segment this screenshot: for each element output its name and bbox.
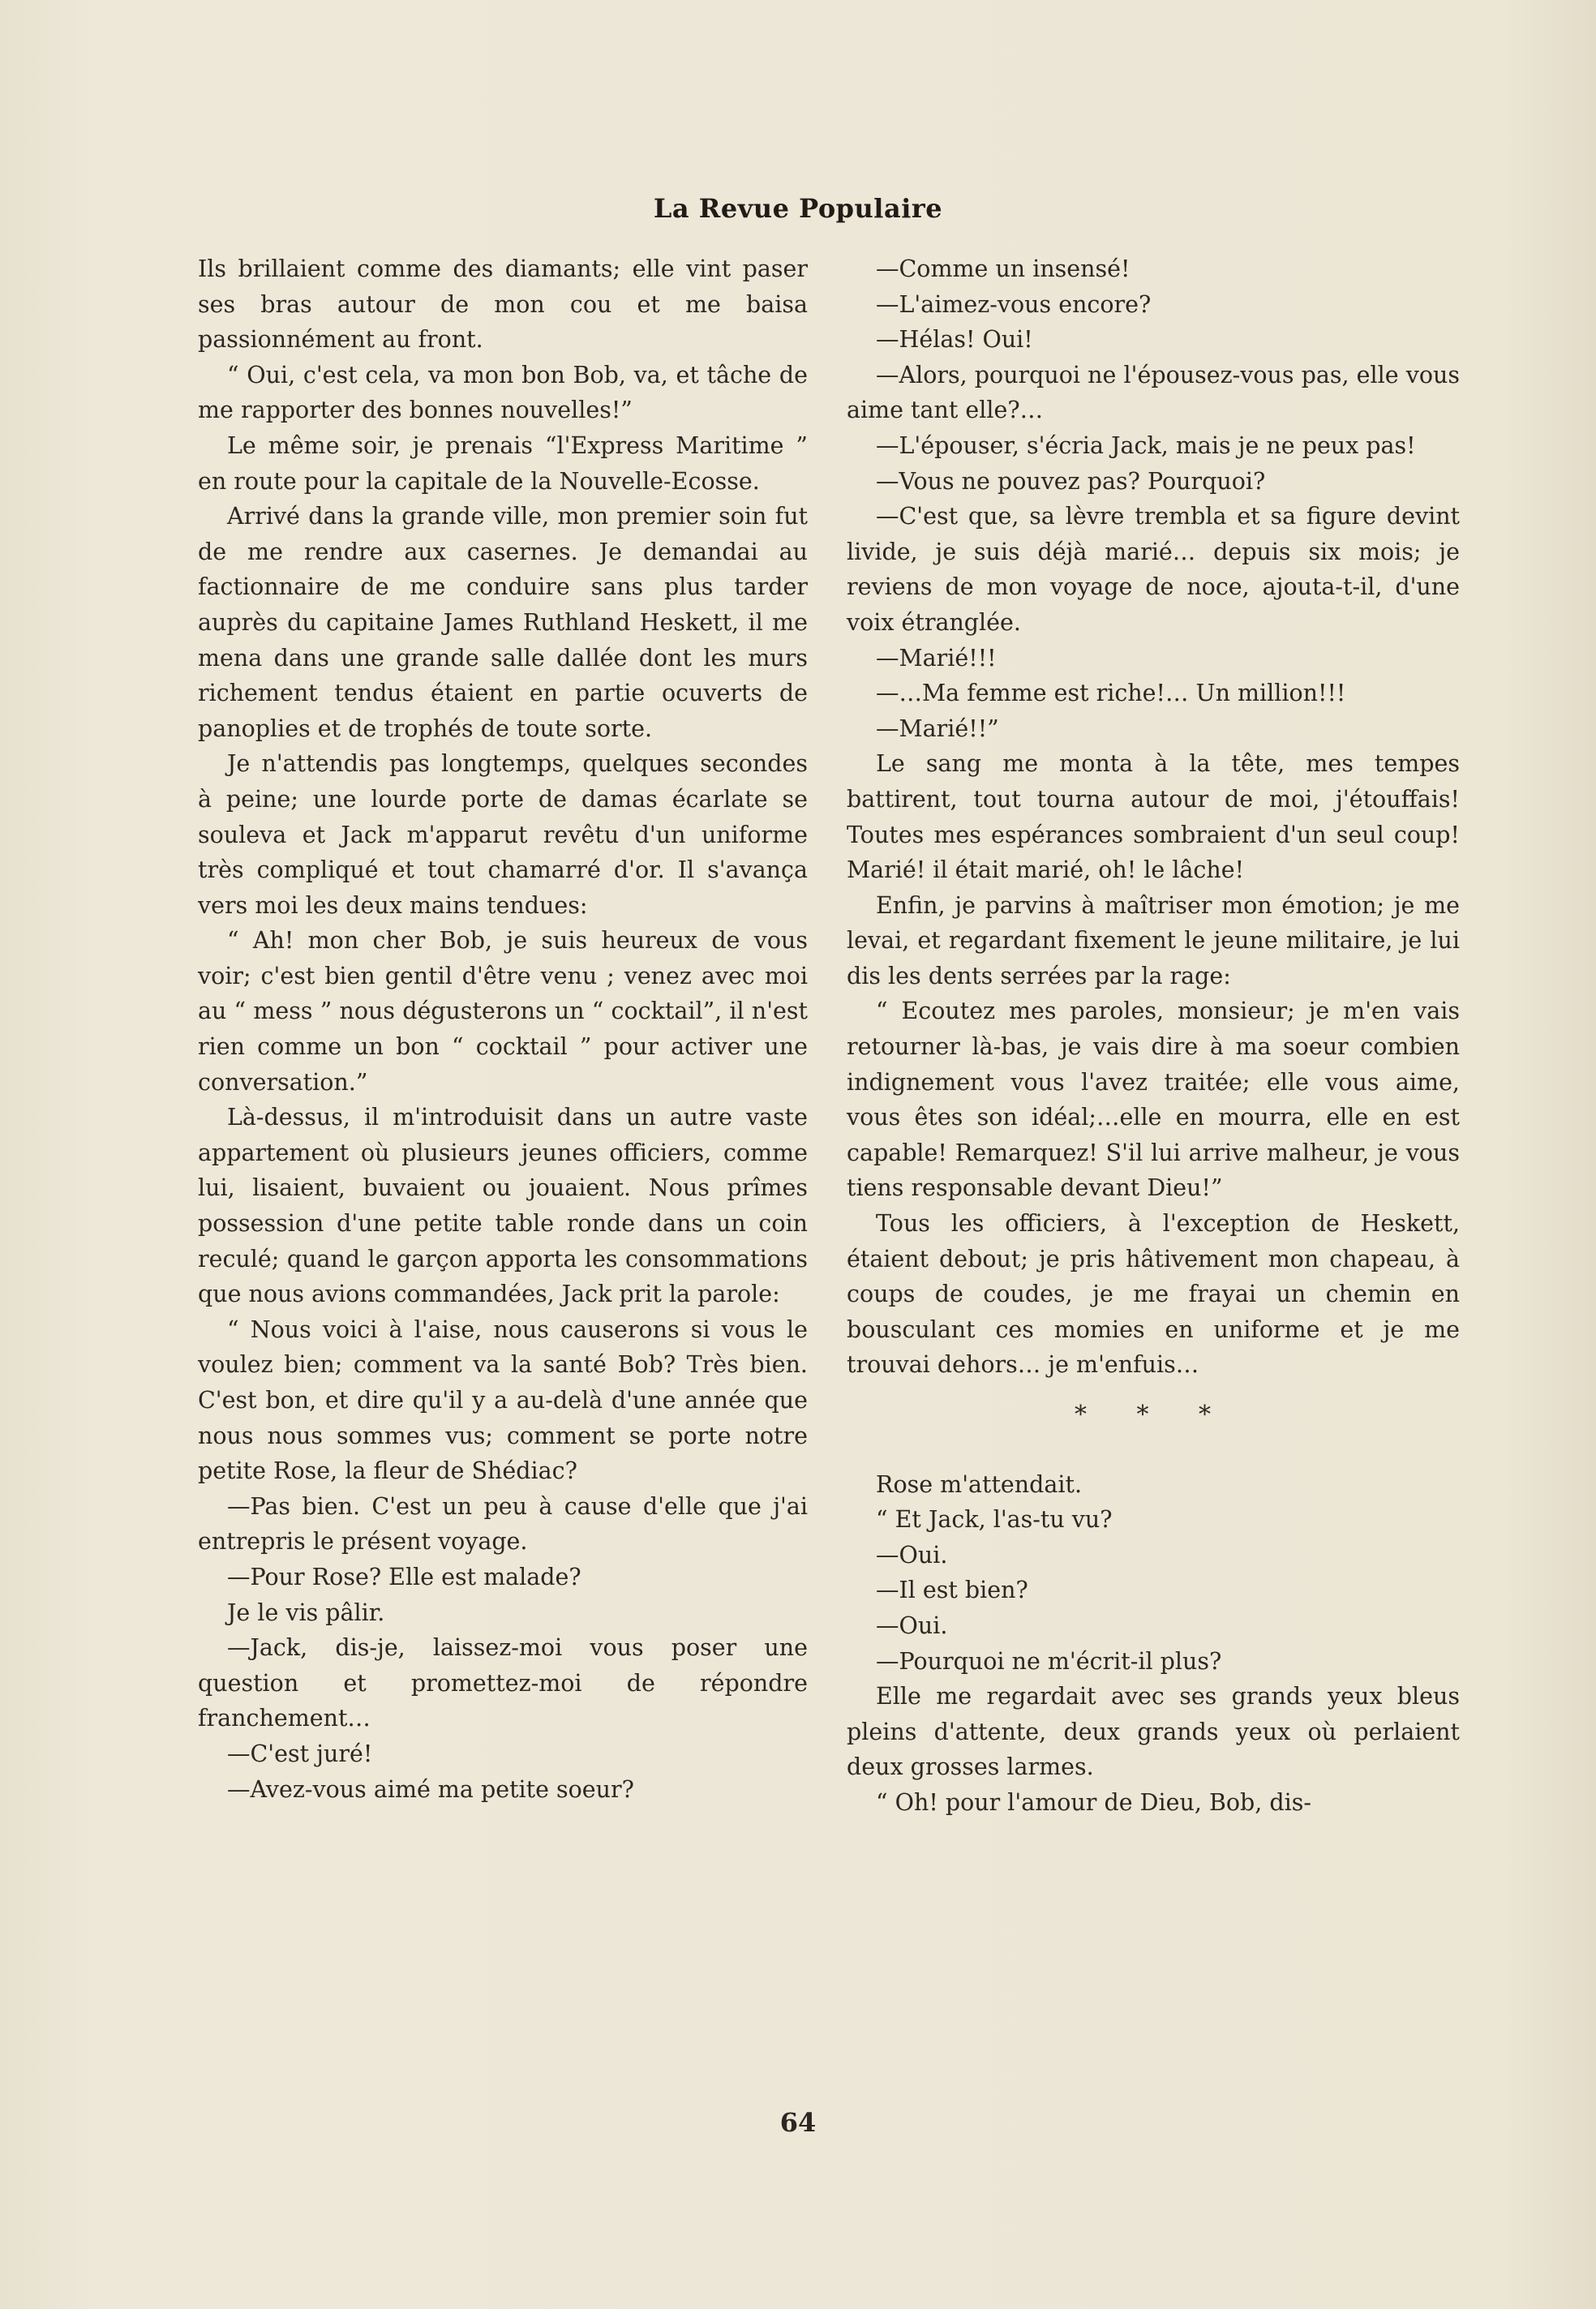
paragraph: Je n'attendis pas longtemps, quelques secondes à peine; une lourde porte de damas écarlate se souleva et Jack m'apparut revêtu d'un uniforme très compliqué et tout chamarré d'or. Il s'avança vers moi les deux mains tendues: — [198, 750, 808, 919]
paragraph: Le sang me monta à la tête, mes tempes battirent, tout tourna autour de moi, j'étouffais! Toutes mes espérances sombraient d'un seul coup! Marié! il était marié, oh! le lâche! — [847, 750, 1460, 884]
paragraph: —Pour Rose? Elle est malade? — [227, 1563, 581, 1590]
paragraph: —Oui. — [876, 1541, 948, 1569]
paragraph: —Marié!!” — [876, 715, 999, 742]
paragraph: —Alors, pourquoi ne l'épousez-vous pas, elle vous aime tant elle?… — [847, 361, 1460, 424]
paragraph: —L'aimez-vous encore? — [876, 290, 1152, 318]
right-column — [847, 251, 1460, 1821]
paragraph: —C'est que, sa lèvre trembla et sa figure devint livide, je suis déjà marié… depuis six mois; je reviens de mon voyage de noce, ajouta-t-il, d'une voix étranglée. — [847, 503, 1460, 636]
paragraph: —…Ma femme est riche!… Un million!!! — [876, 680, 1346, 707]
paragraph: Arrivé dans la grande ville, mon premier soin fut de me rendre aux casernes. Je demandai au factionnaire de me conduire sans plus tarder auprès du capitaine James Ruthland Heskett, il me mena dans une grande salle dallée dont les murs richement tendus étaient en partie ocuverts de panoplies et de trophés de toute sorte. — [198, 503, 808, 742]
paragraph: —Vous ne pouvez pas? Pourquoi? — [876, 467, 1266, 495]
paragraph: “ Ecoutez mes paroles, monsieur; je m'en vais retourner là-bas, je vais dire à ma soeur combien indignement vous l'avez traitée; elle vous aime, vous êtes son idéal;…elle en mourra, elle en est capable! Remarquez! S'il lui arrive malheur, je vous tiens responsable devant Dieu!” — [847, 998, 1460, 1202]
left-column — [198, 251, 808, 1807]
paragraph: “ Oh! pour l'amour de Dieu, Bob, dis- — [876, 1788, 1312, 1816]
paragraph: Rose m'attendait. — [876, 1470, 1083, 1498]
paragraph: —Hélas! Oui! — [876, 326, 1033, 354]
section-separator: * * * — [1074, 1401, 1233, 1429]
paragraph: —Avez-vous aimé ma petite soeur? — [227, 1775, 634, 1803]
paragraph: —Jack, dis-je, laissez-moi vous poser une question et promettez-moi de répondre franchement… — [198, 1634, 808, 1732]
paragraph: Tous les officiers, à l'exception de Heskett, étaient debout; je pris hâtivement mon chapeau, à coups de coudes, je me frayai un chemin en bousculant ces momies en uniforme et je me trouvai dehors… je m'enfuis… — [847, 1210, 1460, 1379]
running-header: La Revue Populaire — [653, 193, 943, 224]
paragraph: —L'épouser, s'écria Jack, mais je ne peux pas! — [876, 431, 1416, 459]
paragraph: —Oui. — [876, 1612, 948, 1639]
paragraph: Ils brillaient comme des diamants; elle vint paser ses bras autour de mon cou et me baisa passionnément au front. — [198, 255, 808, 354]
paragraph: —Il est bien? — [876, 1577, 1028, 1604]
paragraph: Là-dessus, il m'introduisit dans un autre vaste appartement où plusieurs jeunes officiers, comme lui, lisaient, buvaient ou jouaient. Nous prîmes possession d'une petite table ronde dans un coin reculé; quand le garçon apporta les consommations que nous avions commandées, Jack prit la parole: — [198, 1104, 808, 1308]
paragraph: —Pas bien. C'est un peu à cause d'elle que j'ai entrepris le présent voyage. — [198, 1492, 808, 1556]
paragraph: —Marié!!! — [876, 644, 997, 672]
paragraph: “ Nous voici à l'aise, nous causerons si vous le voulez bien; comment va la santé Bob? Très bien. C'est bon, et dire qu'il y a au-delà d'une année que nous nous sommes vus; comment se porte notre petite Rose, la fleur de Shédiac? — [198, 1315, 808, 1485]
page-number: 64 — [779, 2107, 817, 2138]
paragraph: “ Oui, c'est cela, va mon bon Bob, va, et tâche de me rapporter des bonnes nouvelles!” — [198, 361, 808, 424]
paragraph: —C'est juré! — [227, 1740, 373, 1767]
paragraph: Le même soir, je prenais “l'Express Maritime ” en route pour la capitale de la Nouvelle-Ecosse. — [198, 431, 808, 495]
paragraph: Enfin, je parvins à maîtriser mon émotion; je me levai, et regardant fixement le jeune militaire, je lui dis les dents serrées par la rage: — [847, 891, 1460, 989]
paragraph: “ Ah! mon cher Bob, je suis heureux de vous voir; c'est bien gentil d'être venu ; venez avec moi au “ mess ” nous dégusterons un “ cocktail”, il n'est rien comme un bon “ cocktail ” pour activer une conversation.” — [198, 927, 808, 1096]
paragraph: —Comme un insensé! — [876, 255, 1130, 282]
paragraph: —Pourquoi ne m'écrit-il plus? — [876, 1647, 1222, 1675]
paragraph: “ Et Jack, l'as-tu vu? — [876, 1506, 1113, 1534]
paragraph: Je le vis pâlir. — [227, 1599, 385, 1626]
paragraph: Elle me regardait avec ses grands yeux bleus pleins d'attente, deux grands yeux où perlaient deux grosses larmes. — [847, 1683, 1460, 1781]
